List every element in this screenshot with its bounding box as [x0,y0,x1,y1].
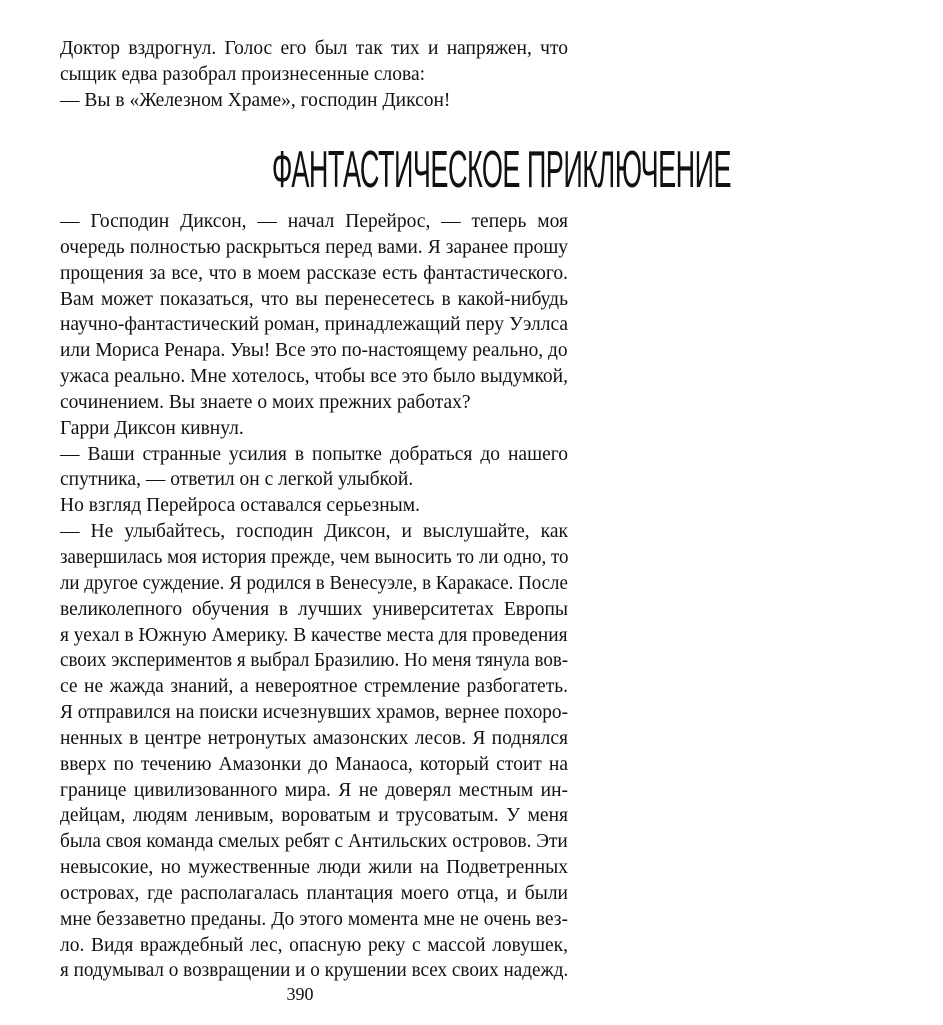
text-line: Я отправился на поиски исчезнувших храмов, вернее похоро- [60,702,569,724]
text-line: границе цивилизованного мира. Я не доверял местным ин- [60,779,568,801]
text-line: завершилась моя история прежде, чем выносить то ли одно, то [60,546,569,568]
text-line: Вам может показаться, что вы перенесетесь в какой-нибудь [60,288,568,310]
text-line: невысокие, но мужественные люди жили на Подветренных [60,857,568,879]
text-line: была своя команда смелых ребят с Антильских островов. Эти [60,831,568,853]
text-line: ужаса реально. Мне хотелось, чтобы все это было выдумкой, [60,366,568,388]
intro-paragraphs [60,36,568,114]
text-line: очередь полностью раскрыться перед вами. Я заранее прошу [60,236,568,258]
chapter-title-text: ФАНТАСТИЧЕСКОЕ ПРИКЛЮЧЕНИЕ [271,141,732,199]
text-line: — Вы в «Железном Храме», господин Диксон! [60,89,451,111]
text-line: — Господин Диксон, — начал Перейрос, — теперь моя [60,211,568,232]
text-line: прощения за все, что в моем рассказе есть фантастического. [60,262,568,284]
text-line: дейцам, людям ленивым, вороватым и трусоватым. У меня [60,805,568,827]
text-line: или Мориса Ренара. Увы! Все это по-настоящему реально, до [60,340,568,362]
text-line: своих экспериментов я выбрал Бразилию. Но меня тянула вов- [60,650,569,672]
text-line: я уехал в Южную Америку. В качестве места для проведения [60,624,568,646]
text-line: Гарри Диксон кивнул. [60,417,244,439]
text-line: мне беззаветно преданы. До этого момента мне не очень вез- [60,908,568,930]
chapter-title [60,140,732,200]
text-line: ли другое суждение. Я родился в Венесуэле, в Каракасе. После [60,572,568,594]
text-line: сочинением. Вы знаете о моих прежних работах? [60,391,471,413]
text-line: вверх по течению Амазонки до Манаоса, который стоит на [60,753,568,775]
text-line: островах, где располагалась плантация моего отца, и были [60,882,568,904]
page-number: 390 [286,984,314,1004]
text-line: спутника, — ответил он с легкой улыбкой. [60,469,414,491]
text-line: ненных в центре нетронутых амазонских лесов. Я поднялся [60,727,568,749]
text-line: я подумывал о возвращении и о крушении всех своих надежд. [60,960,569,982]
text-line: великолепного обучения в лучших университетах Европы [60,598,568,620]
text-line: ло. Видя враждебный лес, опасную реку с массой ловушек, [60,934,568,956]
text-line: се не жажда знаний, а невероятное стремление разбогатеть. [60,676,568,698]
text-line: — Не улыбайтесь, господин Диксон, и выслушайте, как [60,521,568,543]
text-line: Доктор вздрогнул. Голос его был так тих и напряжен, что [60,38,568,59]
text-line: научно-фантастический роман, принадлежащий перу Уэллса [60,314,568,336]
text-line: сыщик едва разобрал произнесенные слова: [60,63,426,85]
text-line: — Ваши странные усилия в попытке добраться до нашего [60,443,568,465]
text-line: Но взгляд Перейроса оставался серьезным. [60,495,420,517]
chapter-body [60,209,568,984]
